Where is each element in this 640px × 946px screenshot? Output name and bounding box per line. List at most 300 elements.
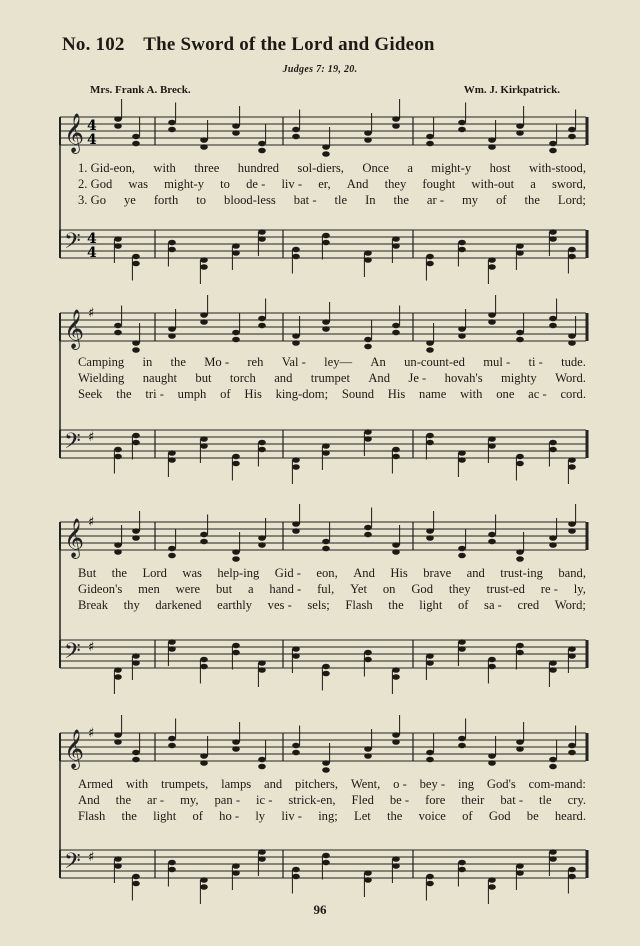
note-head <box>200 664 208 670</box>
note-head <box>232 870 240 876</box>
lyric-word: fought <box>422 177 456 191</box>
note-head <box>322 319 330 325</box>
note-head <box>232 863 240 869</box>
note-head <box>426 340 434 346</box>
lyric-line <box>78 597 586 613</box>
note-head <box>426 535 434 541</box>
note-head <box>549 535 557 541</box>
lyric-word: to <box>196 193 207 207</box>
note-head <box>292 653 300 659</box>
lyric-word: Fled <box>351 793 374 807</box>
note-head <box>200 257 208 263</box>
lyric-word: the <box>121 809 137 823</box>
lyric-word: liv - <box>281 177 303 191</box>
lyric-word: sa - <box>484 598 502 612</box>
note-head <box>392 863 400 869</box>
lyric-line <box>78 581 586 597</box>
note-head <box>232 650 240 656</box>
bass-clef-icon: 𝄢 <box>64 429 81 459</box>
lyric-word: a <box>247 582 254 596</box>
lyric-word: de - <box>246 177 266 191</box>
lyric-word: Lord <box>142 566 167 580</box>
note-head <box>364 137 372 143</box>
note-head <box>516 130 524 136</box>
note-head <box>168 736 176 742</box>
note-head <box>258 236 266 242</box>
note-head <box>322 539 330 545</box>
lyric-word: And <box>353 566 375 580</box>
note-head <box>132 141 140 147</box>
note-head <box>392 454 400 460</box>
note-head <box>258 440 266 446</box>
note-head <box>322 233 330 239</box>
note-head <box>426 881 434 887</box>
note-head <box>488 319 496 325</box>
note-head <box>258 447 266 453</box>
lyric-word: host <box>489 161 511 175</box>
lyric-word: tle <box>334 193 348 207</box>
treble-clef-icon: 𝄞 <box>64 309 85 349</box>
lyric-word: eon, <box>316 566 338 580</box>
note-head <box>114 330 122 336</box>
lyric-word: strick-en, <box>288 793 336 807</box>
lyric-word: Val - <box>281 355 306 369</box>
note-head <box>292 528 300 534</box>
lyric-word: Seek <box>78 387 103 401</box>
note-head <box>322 664 330 670</box>
time-signature-bottom: 4 <box>87 245 97 261</box>
lyric-word: in <box>142 355 153 369</box>
note-head <box>549 660 557 666</box>
note-head <box>458 127 466 133</box>
note-head <box>392 236 400 242</box>
note-head <box>168 333 176 339</box>
lyric-word: sels; <box>307 598 330 612</box>
lyric-word: torch <box>229 371 256 385</box>
note-head <box>232 337 240 343</box>
lyricist-credit: Mrs. Frank A. Breck. <box>90 84 191 96</box>
note-head <box>200 753 208 759</box>
lyric-word: ing; <box>318 809 338 823</box>
note-head <box>516 650 524 656</box>
lyric-word: of <box>496 193 507 207</box>
lyric-word: tude. <box>561 355 586 369</box>
lyric-word: Armed <box>78 777 113 791</box>
note-head <box>292 464 300 470</box>
note-head <box>258 148 266 154</box>
lyric-word: And <box>368 371 391 385</box>
lyric-word: And <box>346 177 369 191</box>
bass-clef-icon: 𝄢 <box>64 639 81 669</box>
lyric-word: Flash <box>345 598 373 612</box>
note-head <box>458 639 466 645</box>
lyric-word: bat - <box>500 793 524 807</box>
note-head <box>232 549 240 555</box>
note-head <box>426 874 434 880</box>
note-head <box>132 750 140 756</box>
note-head <box>322 860 330 866</box>
note-head <box>488 664 496 670</box>
lyric-word: tri - <box>145 387 164 401</box>
lyric-word: one <box>496 387 515 401</box>
note-head <box>132 254 140 260</box>
note-head <box>458 867 466 873</box>
note-head <box>258 535 266 541</box>
note-head <box>392 323 400 329</box>
note-head <box>322 546 330 552</box>
note-head <box>132 340 140 346</box>
note-head <box>458 450 466 456</box>
lyric-word: on <box>382 582 396 596</box>
note-head <box>114 323 122 329</box>
lyric-word: Flash <box>78 809 106 823</box>
lyric-word: re - <box>540 582 558 596</box>
note-head <box>132 660 140 666</box>
note-head <box>292 646 300 652</box>
lyric-word: the <box>388 598 404 612</box>
note-head <box>200 443 208 449</box>
scripture-reference: Judges 7: 19, 20. <box>282 64 358 75</box>
note-head <box>292 874 300 880</box>
sharp-icon: ♯ <box>88 515 95 530</box>
lyric-word: and <box>466 566 485 580</box>
lyric-word: trumpets, <box>161 777 209 791</box>
composer-credit: Wm. J. Kirkpatrick. <box>463 84 560 96</box>
lyric-word: the <box>170 355 186 369</box>
note-head <box>200 312 208 318</box>
note-head <box>292 247 300 253</box>
lyric-word: ing <box>457 777 475 791</box>
note-head <box>114 549 122 555</box>
note-head <box>458 120 466 126</box>
lyric-word: umph <box>177 387 207 401</box>
note-head <box>292 134 300 140</box>
lyric-word: ves - <box>267 598 292 612</box>
lyric-word: sol-diers, <box>297 161 344 175</box>
note-head <box>114 542 122 548</box>
note-head <box>426 440 434 446</box>
note-head <box>232 130 240 136</box>
lyric-word: And <box>78 793 100 807</box>
note-head <box>488 532 496 538</box>
note-head <box>168 120 176 126</box>
note-head <box>258 316 266 322</box>
lyric-word: they <box>448 582 471 596</box>
note-head <box>488 144 496 150</box>
lyric-word: ly, <box>573 582 586 596</box>
note-head <box>392 549 400 555</box>
note-head <box>392 116 400 122</box>
lyric-word: er, <box>318 177 331 191</box>
note-head <box>258 141 266 147</box>
note-head <box>292 521 300 527</box>
note-head <box>364 429 372 435</box>
lyric-word: with <box>125 777 149 791</box>
note-head <box>516 549 524 555</box>
lyric-word: ic - <box>255 793 273 807</box>
lyric-word: trust-ed <box>486 582 525 596</box>
lyric-word: band, <box>558 566 586 580</box>
note-head <box>458 247 466 253</box>
note-head <box>488 753 496 759</box>
lyric-word: Lord; <box>557 193 586 207</box>
note-head <box>232 454 240 460</box>
lyric-word: Word. <box>555 371 586 385</box>
lyric-word: help-ing <box>217 566 260 580</box>
note-head <box>292 743 300 749</box>
lyric-word: and <box>274 371 293 385</box>
lyric-word: cred <box>517 598 540 612</box>
lyric-line <box>78 192 586 208</box>
lyric-line <box>78 792 586 808</box>
lyric-line <box>78 776 586 792</box>
sharp-icon: ♯ <box>88 640 95 655</box>
note-head <box>292 340 300 346</box>
note-head <box>426 653 434 659</box>
note-head <box>568 874 576 880</box>
note-head <box>364 657 372 663</box>
note-head <box>426 528 434 534</box>
note-head <box>200 319 208 325</box>
note-head <box>392 856 400 862</box>
lyric-word: my, <box>180 793 199 807</box>
note-head <box>392 330 400 336</box>
lyric-word: naught <box>142 371 178 385</box>
lyric-word: were <box>175 582 201 596</box>
note-head <box>114 739 122 745</box>
lyric-word: darkened <box>155 598 202 612</box>
note-head <box>200 760 208 766</box>
note-head <box>458 546 466 552</box>
note-head <box>426 261 434 267</box>
note-head <box>132 134 140 140</box>
lyrics-system-2 <box>78 354 586 402</box>
lyrics-system-1 <box>78 160 586 208</box>
lyric-word: His <box>390 566 408 580</box>
lyric-word: be - <box>389 793 410 807</box>
lyric-word: God's <box>486 777 516 791</box>
note-head <box>458 860 466 866</box>
note-head <box>549 856 557 862</box>
note-head <box>114 856 122 862</box>
lyric-word: ac - <box>528 387 547 401</box>
note-head <box>516 739 524 745</box>
lyric-word: ho - <box>219 809 240 823</box>
note-head <box>114 116 122 122</box>
note-head <box>516 643 524 649</box>
lyric-word: the <box>111 566 128 580</box>
note-head <box>200 539 208 545</box>
lyric-line <box>78 565 586 581</box>
note-head <box>458 553 466 559</box>
note-head <box>200 436 208 442</box>
lyric-word: hand - <box>269 582 302 596</box>
lyric-word: be <box>526 809 539 823</box>
note-head <box>168 127 176 133</box>
note-head <box>458 743 466 749</box>
note-head <box>516 330 524 336</box>
page-number: 96 <box>313 902 327 917</box>
lyric-word: the <box>393 193 409 207</box>
note-head <box>426 660 434 666</box>
lyric-word: o - <box>393 777 407 791</box>
lyric-word: 3. Go <box>78 193 106 207</box>
note-head <box>516 250 524 256</box>
sharp-icon: ♯ <box>88 306 95 321</box>
note-head <box>114 732 122 738</box>
note-head <box>364 344 372 350</box>
lyric-word: the <box>115 793 132 807</box>
lyric-word: but <box>215 582 233 596</box>
note-head <box>132 881 140 887</box>
note-head <box>322 151 330 157</box>
lyric-word: tle <box>539 793 552 807</box>
lyric-word: Let <box>354 809 371 823</box>
lyric-word: Je - <box>408 371 427 385</box>
note-head <box>132 528 140 534</box>
note-head <box>114 447 122 453</box>
note-head <box>232 250 240 256</box>
note-head <box>549 764 557 770</box>
note-head <box>232 330 240 336</box>
note-head <box>168 247 176 253</box>
note-head <box>322 144 330 150</box>
hymn-name: The Sword of the Lord and Gideon <box>143 34 435 55</box>
note-head <box>549 316 557 322</box>
lyric-word: a <box>530 177 536 191</box>
lyric-line <box>78 370 586 386</box>
note-head <box>549 141 557 147</box>
note-head <box>168 240 176 246</box>
lyric-word: the <box>524 193 540 207</box>
note-head <box>322 240 330 246</box>
note-head <box>364 650 372 656</box>
note-head <box>488 760 496 766</box>
lyric-word: God <box>411 582 434 596</box>
lyric-word: Yet <box>350 582 368 596</box>
note-head <box>568 653 576 659</box>
time-signature-bottom: 4 <box>87 132 97 148</box>
note-head <box>392 674 400 680</box>
note-head <box>426 433 434 439</box>
lyric-word: cord. <box>560 387 586 401</box>
lyric-line <box>78 808 586 824</box>
lyric-word: bey - <box>419 777 446 791</box>
note-head <box>549 667 557 673</box>
note-head <box>292 254 300 260</box>
lyric-word: 2. God <box>78 177 113 191</box>
lyric-word: brave <box>423 566 452 580</box>
note-head <box>549 148 557 154</box>
lyric-word: fore <box>425 793 446 807</box>
lyric-word: the <box>387 809 403 823</box>
lyric-word: with-stood, <box>528 161 586 175</box>
lyric-word: might-y <box>164 177 205 191</box>
lyric-word: Word; <box>554 598 586 612</box>
bass-clef-icon: 𝄢 <box>64 229 81 259</box>
note-head <box>364 525 372 531</box>
note-head <box>258 323 266 329</box>
lyric-word: name <box>419 387 447 401</box>
lyric-word: voice <box>418 809 446 823</box>
lyric-word: of <box>220 387 231 401</box>
lyric-word: Gideon's <box>78 582 123 596</box>
note-head <box>232 746 240 752</box>
note-head <box>568 333 576 339</box>
lyric-word: three <box>194 161 220 175</box>
note-head <box>516 870 524 876</box>
note-head <box>168 639 176 645</box>
note-head <box>132 433 140 439</box>
note-head <box>364 753 372 759</box>
note-head <box>258 856 266 862</box>
sharp-icon: ♯ <box>88 726 95 741</box>
note-head <box>392 542 400 548</box>
note-head <box>392 732 400 738</box>
lyric-word: heard. <box>554 809 586 823</box>
lyric-word: 1. Gid-eon, <box>78 161 136 175</box>
note-head <box>114 863 122 869</box>
note-head <box>549 323 557 329</box>
note-head <box>232 739 240 745</box>
note-head <box>488 137 496 143</box>
note-head <box>568 464 576 470</box>
lyric-word: sword, <box>551 177 586 191</box>
note-head <box>568 646 576 652</box>
lyric-word: pitchers, <box>295 777 339 791</box>
lyric-word: Went, <box>350 777 381 791</box>
sharp-icon: ♯ <box>88 850 95 865</box>
lyric-word: with <box>460 387 483 401</box>
note-head <box>258 542 266 548</box>
note-head <box>516 461 524 467</box>
note-head <box>364 746 372 752</box>
note-head <box>392 739 400 745</box>
note-head <box>132 347 140 353</box>
note-head <box>516 243 524 249</box>
note-head <box>200 264 208 270</box>
note-head <box>258 229 266 235</box>
note-head <box>364 130 372 136</box>
note-head <box>132 261 140 267</box>
note-head <box>364 337 372 343</box>
note-head <box>168 546 176 552</box>
note-head <box>458 736 466 742</box>
lyric-word: light <box>153 809 177 823</box>
note-head <box>488 264 496 270</box>
lyric-word: my <box>462 193 479 207</box>
note-head <box>322 767 330 773</box>
sharp-icon: ♯ <box>88 430 95 445</box>
bass-clef-icon: 𝄢 <box>64 849 81 879</box>
note-head <box>568 134 576 140</box>
lyric-word: His <box>244 387 262 401</box>
note-head <box>516 746 524 752</box>
lyric-word: but <box>195 371 212 385</box>
note-head <box>258 660 266 666</box>
note-head <box>458 326 466 332</box>
note-head <box>549 229 557 235</box>
lyric-word: king-dom; <box>275 387 329 401</box>
lyric-word: But <box>78 566 97 580</box>
lyric-word: of <box>462 809 473 823</box>
note-head <box>322 326 330 332</box>
note-head <box>392 667 400 673</box>
lyric-word: ly <box>255 809 266 823</box>
note-head <box>488 657 496 663</box>
note-head <box>232 461 240 467</box>
lyric-word: Mo - <box>204 355 230 369</box>
